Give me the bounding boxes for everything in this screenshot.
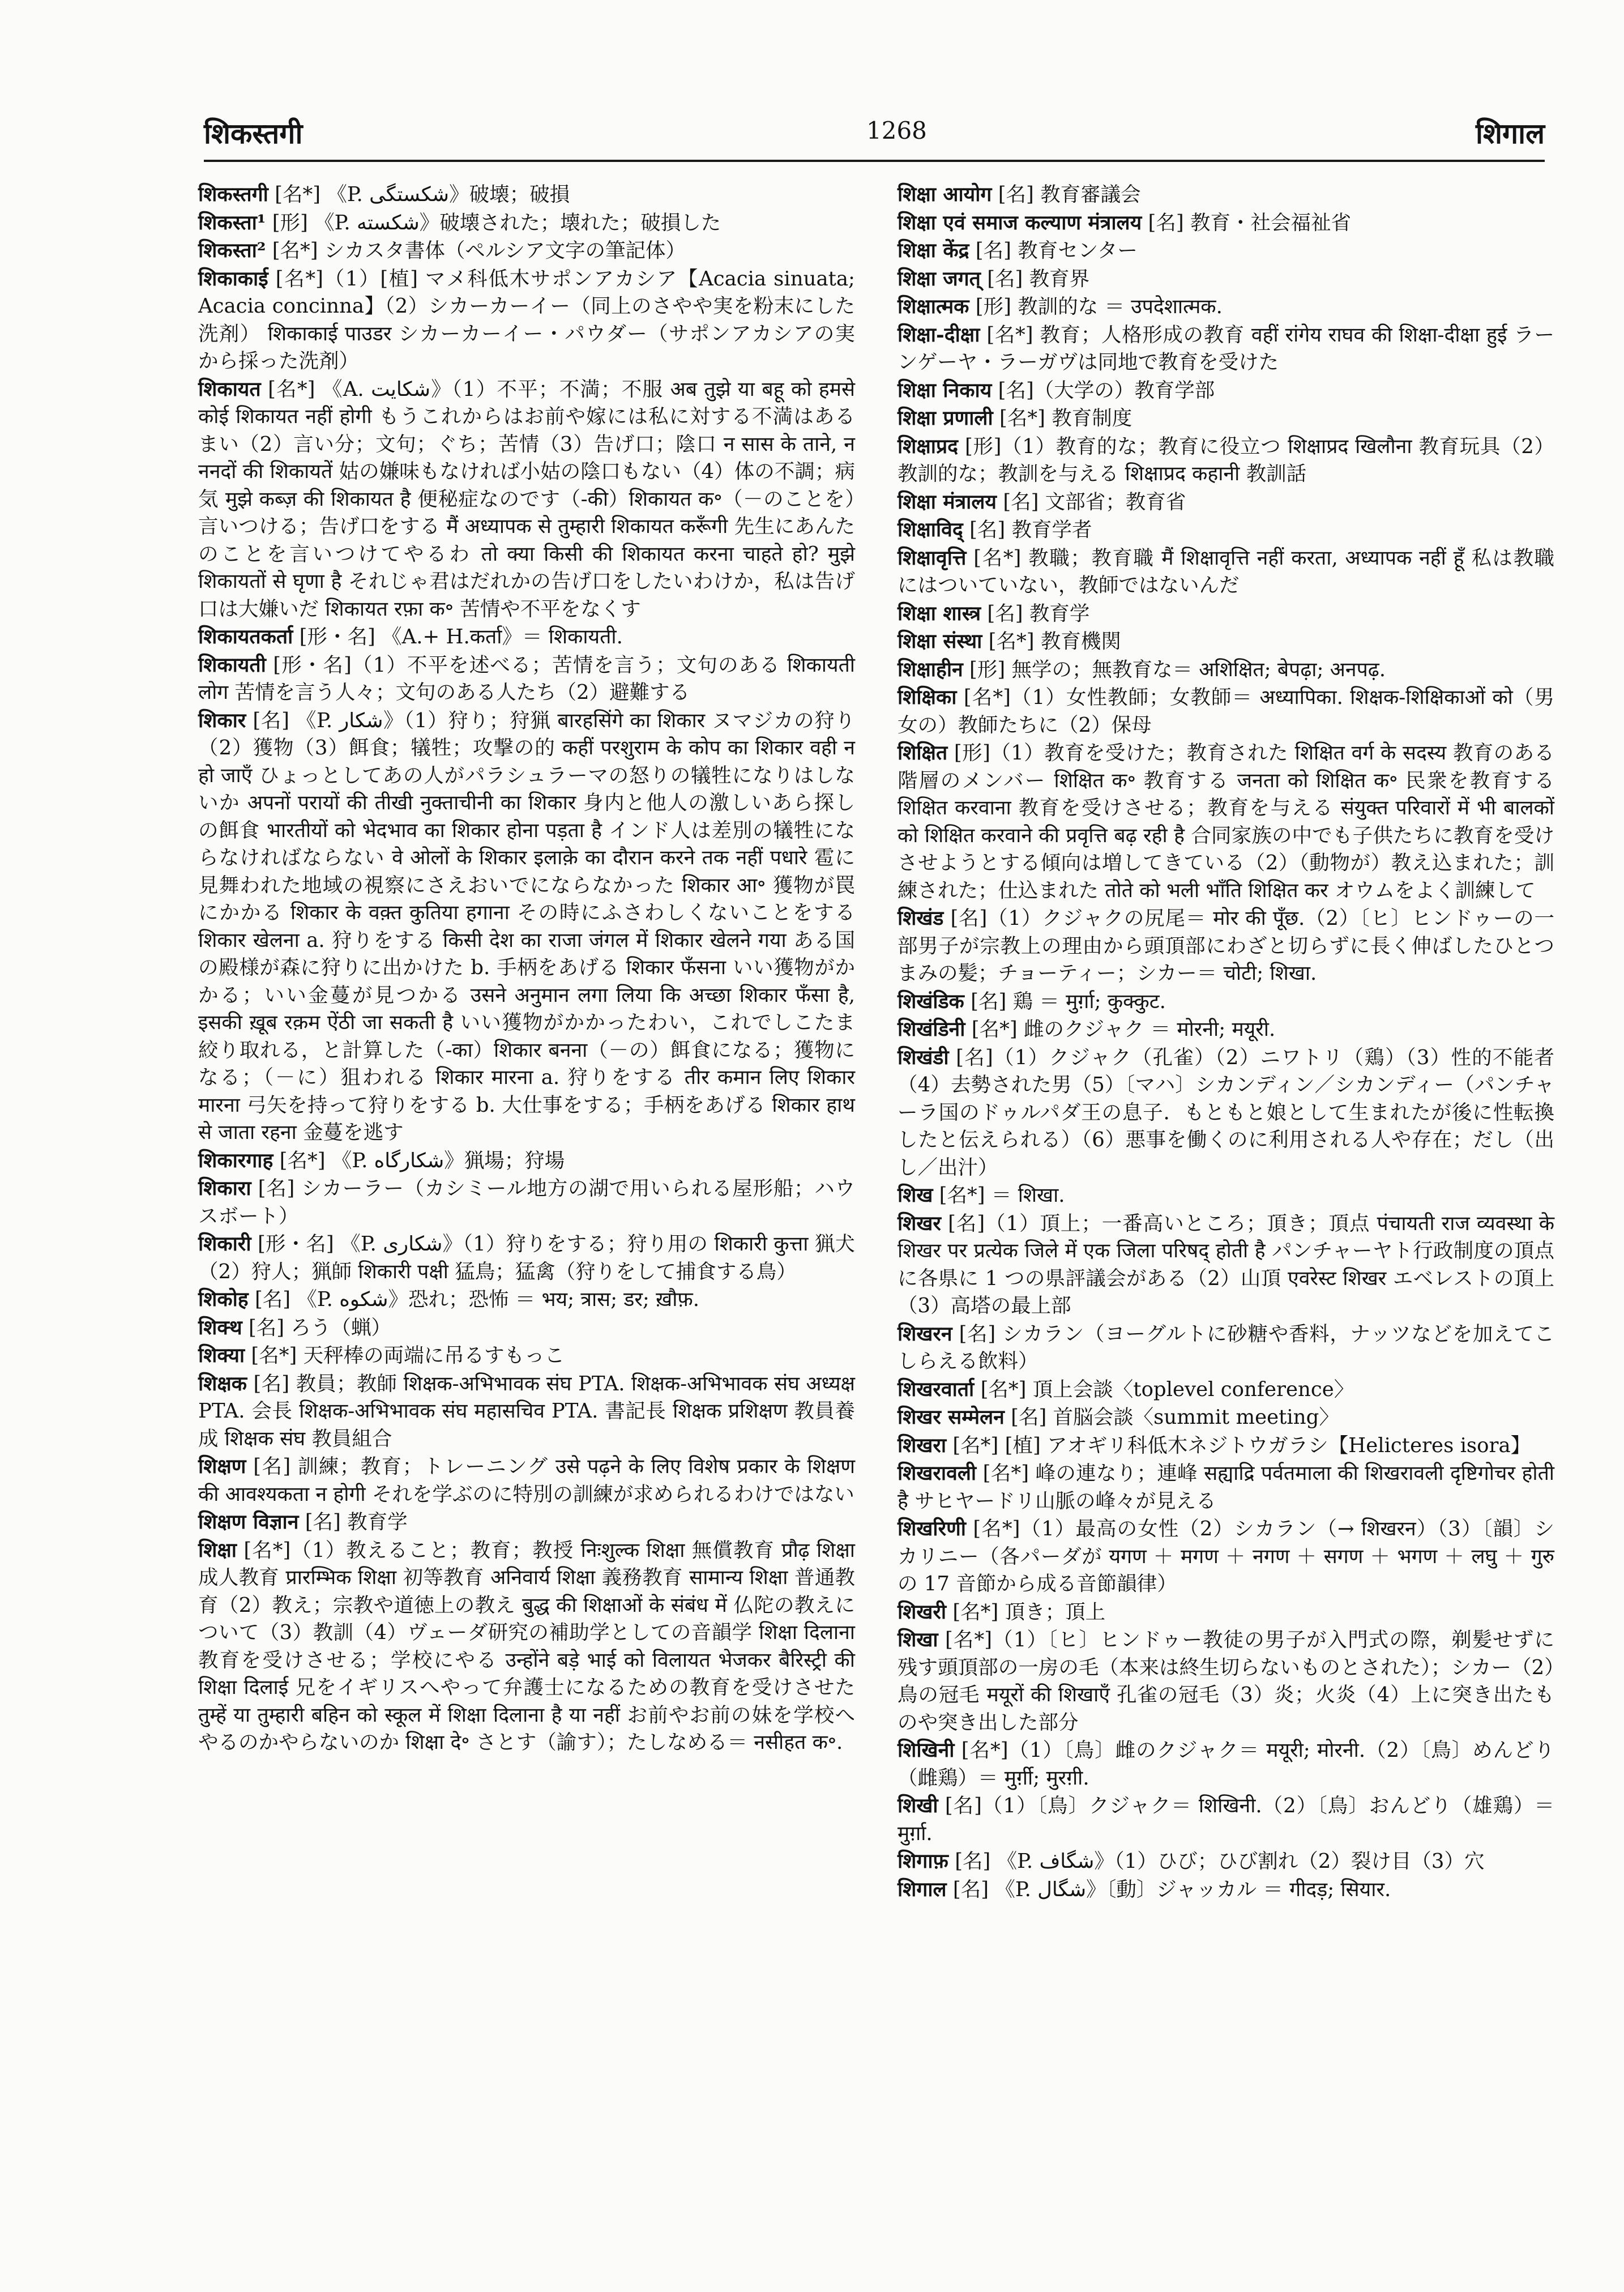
entry-headword: शिक्षण <box>198 1455 246 1478</box>
header-first-word: शिकस्तगी <box>204 117 303 150</box>
entry-definition: [名] 鶏 ＝ मुर्ग़ा; कुक्कुट. <box>971 989 1166 1013</box>
entry-headword: शिखंडिक <box>898 989 964 1013</box>
dictionary-entry <box>198 624 855 651</box>
entry-definition: [名*] 《P. شکستگی》破壊；破損 <box>275 183 570 206</box>
dictionary-entry <box>198 237 855 265</box>
entry-definition: [名*] 教育制度 <box>999 407 1132 430</box>
dictionary-entry <box>198 652 855 707</box>
entry-headword: शिक्षण विज्ञान <box>198 1510 299 1534</box>
entry-headword: शिकस्ता² <box>198 239 266 262</box>
dictionary-entry <box>898 1376 1554 1404</box>
dictionary-entry <box>198 1509 855 1536</box>
dictionary-entry <box>898 1737 1554 1792</box>
entry-definition: [名] 教員；教師 शिक्षक-अभिभावक संघ PTA. शिक्षक-अभिभावक संघ अध्यक्ष PTA. 会長 शिक्षक-अभिभावक संघ महासचिव PTA. 書記長 शिक्षक प्रशिक्षण 教員養成 शिक्षक संघ 教員組合 <box>198 1372 855 1450</box>
entry-headword: शिकायतकर्ता <box>198 625 293 648</box>
dictionary-entry <box>898 1848 1554 1876</box>
dictionary-entry <box>198 1231 855 1286</box>
entry-definition: [名] シカーラー（カシミール地方の湖で用いられる屋形船；ハウスボート） <box>198 1177 855 1228</box>
entry-definition: [名*] 頂上会談〈toplevel conference〉 <box>980 1377 1354 1401</box>
entry-definition: [形] 《P. شکسته》破壊された；壊れた；破損した <box>272 211 721 234</box>
dictionary-entry <box>898 600 1554 628</box>
dictionary-entry <box>898 293 1554 321</box>
entry-definition: [名*] 教育；人格形成の教育 वहीं रांगेय राघव की शिक्षा-दीक्षा हुई ラーンゲーヤ・ラーガヴは同地で教育を受けた <box>898 323 1554 374</box>
dictionary-entry <box>898 1321 1554 1376</box>
entry-headword: शिखरी <box>898 1600 947 1624</box>
dictionary-entry <box>898 1876 1554 1904</box>
entry-headword: शिक्थ <box>198 1316 242 1339</box>
dictionary-entry <box>198 707 855 1147</box>
right-column <box>898 181 1554 1904</box>
dictionary-entry <box>898 684 1554 739</box>
entry-headword: शिखरिणी <box>898 1517 966 1540</box>
entry-headword: शिक्षा शास्त्र <box>898 601 981 625</box>
dictionary-entry <box>898 405 1554 433</box>
dictionary-entry <box>198 181 855 209</box>
dictionary-entry <box>898 1044 1554 1182</box>
entry-headword: शिकारा <box>198 1177 251 1200</box>
dictionary-entry <box>198 1175 855 1230</box>
entry-definition: [名] 教育学 <box>987 601 1090 625</box>
entry-headword: शिक्या <box>198 1344 245 1367</box>
dictionary-entry <box>898 517 1554 544</box>
entry-headword: शिक्षा आयोग <box>898 183 992 206</box>
entry-definition: [形・名] 《A.+ H.कर्ता》＝ शिकायती. <box>299 625 623 648</box>
entry-definition: [名] 教育審議会 <box>998 183 1141 206</box>
entry-headword: शिक्षित <box>898 741 948 765</box>
entry-headword: शिक्षा जगत् <box>898 267 981 291</box>
entry-headword: शिकस्ता¹ <box>198 211 266 234</box>
entry-definition: [名] シカラン（ヨーグルトに砂糖や香料，ナッツなどを加えてこしらえる飲料） <box>898 1322 1554 1373</box>
entry-definition: [名*]（1）〔ヒ〕ヒンドゥー教徒の男子が入門式の際，剃髪せずに残す頭頂部の一房の毛（本来は終生切らないものとされた）；シカー（2）鳥の冠毛 मयूरों की शिखाएँ 孔雀の冠毛（3）炎；火炎（4）上に突き出たものや突き出した部分 <box>898 1628 1554 1734</box>
entry-headword: शिक्षात्मक <box>898 295 969 318</box>
dictionary-entry <box>198 1147 855 1175</box>
entry-definition: [名]（大学の）教育学部 <box>998 378 1215 402</box>
dictionary-entry <box>898 1599 1554 1627</box>
dictionary-entry <box>198 376 855 624</box>
entry-definition: [名*] シカスタ書体（ペルシア文字の筆記体） <box>272 239 686 262</box>
page-number: 1268 <box>866 117 927 144</box>
dictionary-entry <box>898 322 1554 377</box>
entry-headword: शिकार <box>198 708 246 732</box>
dictionary-entry <box>898 433 1554 488</box>
entry-headword: शिक्षा प्रणाली <box>898 407 993 430</box>
entry-headword: शिकस्तगी <box>198 183 268 206</box>
entry-definition: [名*] 天秤棒の両端に吊るすもっこ <box>251 1344 565 1367</box>
entry-definition: [名]（1）頂上；一番高いところ；頂き；頂点 पंचायती राज व्यवस्था के शिखर पर प्रत्येक जिले में एक जिला परिषद् होती है パンチャーヤト行政制度の頂点に各県に 1 つの県評議会がある（2）山頂 एवरेस्ट शिखर エベレストの頂上（3）高塔の最上部 <box>898 1211 1554 1317</box>
entry-headword: शिक्षाप्रद <box>898 434 959 458</box>
dictionary-entry <box>898 1210 1554 1320</box>
entry-headword: शिखरा <box>898 1433 947 1457</box>
dictionary-entry <box>898 1627 1554 1736</box>
entry-headword: शिक्षावृत्ति <box>898 546 967 570</box>
dictionary-entry <box>898 905 1554 988</box>
entry-headword: शिक्षा निकाय <box>898 378 992 402</box>
entry-headword: शिक्षक <box>198 1372 247 1395</box>
entry-definition: [名*]（1）教えること；教育；教授 निःशुल्क शिक्षा 無償教育 प्रौढ़ शिक्षा 成人教育 प्रारम्भिक शिक्षा 初等教育 अनिवार्य शिक्षा 義務教育 सामान्य शिक्षा 普通教育（2）教え；宗教や道徳上の教え बुद्ध की शिक्षाओं के संबंध में 仏陀の教えについて（3）教訓（4）ヴェーダ研究の補助学としての音韻学 शिक्षा दिलाना 教育を受けさせる；学校にやる उन्होंने बड़े भाई को विलायत भेजकर बैरिस्ट्री की शिक्षा दिलाई 兄をイギリスへやって弁護士になるための教育を受けさせた तुम्हें या तुम्हारी बहिन को स्कूल में शिक्षा दिलाना है या नहीं お前やお前の妹を学校へやるのかやらないのか शिक्षा दे॰ さとす（諭す）；たしなめる＝ नसीहत क॰. <box>198 1538 855 1754</box>
entry-headword: शिख <box>898 1184 933 1207</box>
dictionary-entry <box>898 489 1554 517</box>
entry-definition: [名] 教育・社会福祉省 <box>1148 211 1351 234</box>
entry-headword: शिक्षा केंद्र <box>898 239 969 262</box>
dictionary-entry <box>198 1453 855 1508</box>
entry-headword: शिकारी <box>198 1232 251 1256</box>
dictionary-entry <box>198 1371 855 1453</box>
dictionary-entry <box>898 1432 1554 1460</box>
entry-headword: शिक्षाहीन <box>898 658 963 681</box>
entry-definition: [名] 教育界 <box>987 267 1090 291</box>
dictionary-entry <box>898 628 1554 656</box>
entry-headword: शिक्षा मंत्रालय <box>898 490 997 514</box>
dictionary-entry <box>198 1342 855 1370</box>
entry-headword: शिखिनी <box>898 1739 955 1762</box>
entry-definition: [名] 教育学者 <box>969 518 1092 541</box>
dictionary-entry <box>898 1182 1554 1210</box>
entry-headword: शिखंडिनी <box>898 1018 965 1041</box>
entry-definition: [名*]（1）女性教師；女教師＝ अध्यापिका. शिक्षक-शिक्षिकाओं को（男女の）教師たちに（2）保母 <box>898 686 1554 737</box>
entry-definition: [名] ろう（蝋） <box>248 1316 391 1339</box>
dictionary-entry <box>198 1286 855 1314</box>
entry-definition: [名]（1）〔鳥〕クジャク＝ शिखिनी.（2）〔鳥〕おんどり（雄鶏）＝ मुर्ग़ा. <box>898 1794 1554 1845</box>
entry-headword: शिक्षा <box>198 1538 237 1562</box>
entry-definition: [名] 教育学 <box>305 1510 408 1534</box>
entry-definition: [名*]（1）〔鳥〕雌のクジャク＝ मयूरी; मोरनी.（2）〔鳥〕めんどり（雌鶏）＝ मुर्ग़ी; मुरग़ी. <box>898 1739 1554 1790</box>
entry-headword: शिकायती <box>198 653 266 677</box>
entry-definition: [名*] [植] アオギリ科低木ネジトウガラシ【Helicteres isora】 <box>952 1433 1531 1457</box>
entry-headword: शिखर <box>898 1211 941 1235</box>
dictionary-entry <box>898 377 1554 405</box>
entry-definition: [名*] 教育機関 <box>988 630 1121 653</box>
entry-definition: [名*] 峰の連なり；連峰 सह्याद्रि पर्वतमाला की शिखरावली दृष्टिगोचर होती है サヒヤードリ山脈の峰々が見える <box>898 1462 1554 1513</box>
dictionary-entry <box>898 1460 1554 1515</box>
entry-headword: शिगाफ़ <box>898 1850 948 1873</box>
entry-definition: [名*]（1）最高の女性（2）シカラン（→ शिखरन）（3）〔韻〕シカリニー（各パーダが यगण ＋ मगण ＋ नगण ＋ सगण ＋ भगण ＋ लघु ＋ गुरु の 17 音節から成る音節韻律） <box>898 1517 1554 1595</box>
running-header <box>204 113 1545 159</box>
entry-headword: शिखरावली <box>898 1462 977 1485</box>
entry-headword: शिखर सम्मेलन <box>898 1406 1005 1429</box>
entry-definition: [形]（1）教育的な；教育に役立つ शिक्षाप्रद खिलौना 教育玩具（2）教訓的な；教訓を与える शिक्षाप्रद कहानी 教訓話 <box>898 434 1554 485</box>
entry-headword: शिक्षा-दीक्षा <box>898 323 980 347</box>
entry-definition: [形・名] 《P. شکاری》（1）狩りをする；狩り用の शिकारी कुत्ता 猟犬（2）狩人；猟師 शिकारी पक्षी 猛鳥；猛禽（狩りをして捕食する鳥） <box>198 1232 855 1283</box>
entry-definition: [名] 《P. شکوه》恐れ；恐怖 ＝ भय; त्रास; डर; ख़ौफ़. <box>254 1288 700 1311</box>
header-rule <box>204 160 1545 162</box>
entry-definition: [名*] 《P. شکارگاه》猟場；狩場 <box>279 1149 565 1172</box>
entry-headword: शिखरन <box>898 1322 952 1346</box>
dictionary-entry <box>198 210 855 237</box>
dictionary-entry <box>898 1792 1554 1847</box>
entry-definition: [名*] 頂き；頂上 <box>952 1600 1106 1624</box>
entry-definition: [名] 《P. شکار》（1）狩り；狩猟 बारहसिंगे का शिकार ヌマジカの狩り（2）獲物（3）餌食；犠牲；攻撃の的 कहीं परशुराम के कोप का शिकार वही न हो जाएँ ひょっとしてあの人がパラシュラーマの怒りの犠牲になりはしないか अपनों परायों की तीखी नुक्ताचीनी का शिकार 身内と他人の激しいあら探しの餌食 भारतीयों को भेदभाव का शिकार होना पड़ता है インド人は差別の犠牲にならなければならない वे ओलों के शिकार इलाक़े का दौरान करने तक नहीं पधारे 雹に見舞われた地域の視察にさえおいでにならなかった शिकार आ॰ 獲物が罠にかかる शिकार के वक़्त कुतिया हगाना その時にふさわしくないことをする शिकार खेलना a. 狩りをする किसी देश का राजा जंगल में शिकार खेलने गया ある国の殿様が森に狩りに出かけた b. 手柄をあげる शिकार फँसना いい獲物がかかる；いい金蔓が見つかる उसने अनुमान लगा लिया कि अच्छा शिकार फँसा है, इसकी ख़ूब रक़म ऐंठी जा सकती है いい獲物がかかったわい，これでしこたま絞り取れる，と計算した（-का）शिकार बनना（－の）餌食になる；獲物になる；（－に）狙われる शिकार मारना a. 狩りをする तीर कमान लिए शिकार मारना 弓矢を持って狩りをする b. 大仕事をする；手柄をあげる शिकार हाथ से जाता रहना 金蔓を逃す <box>198 708 855 1144</box>
entry-headword: शिकायत <box>198 377 261 401</box>
dictionary-entry <box>898 1016 1554 1044</box>
dictionary-entry <box>198 1314 855 1342</box>
entry-definition: [名]（1）クジャクの尻尾＝ मोर की पूँछ.（2）〔ヒ〕ヒンドゥーの一部男子が宗教上の理由から頭頂部にわざと切らずに長く伸ばしたひとつまみの髪；チョーティー；シカー＝ चोटी; शिखा. <box>898 907 1554 985</box>
entry-definition: [名*]（1）[植] マメ科低木サポンアカシア【Acacia sinuata; Acacia concinna】（2）シカーカーイー（同上のさやや実を粉末にした洗剤） शिकाकाई पाउडर シカーカーイー・パウダー（サポンアカシアの実から採った洗剤） <box>198 267 855 373</box>
entry-definition: [名*] 《A. شکایت》（1）不平；不満；不服 अब तुझे या बहू को हमसे कोई शिकायत नहीं होगी もうこれからはお前や嫁には私に対する不満はあるまい（2）言い分；文句；ぐち；苦情（3）告げ口；陰口 न सास के ताने, न ननदों की शिकायतें 姑の嫌味もなければ小姑の陰口もない（4）体の不調；病気 मुझे कब्ज़ की शिकायत है 便秘症なのです（-की）शिकायत क॰（－のことを）言いつける；告げ口をする मैं अध्यापक से तुम्हारी शिकायत करूँगी 先生にあんたのことを言いつけてやるわ तो क्या किसी की शिकायत करना चाहते हो? मुझे शिकायतों से घृणा है それじゃ君はだれかの告げ口をしたいわけか，私は告げ口は大嫌いだ शिकायत रफ़ा क॰ 苦情や不平をなくす <box>198 377 855 621</box>
dictionary-entry <box>898 181 1554 209</box>
entry-headword: शिखा <box>898 1628 938 1651</box>
dictionary-entry <box>198 1537 855 1757</box>
left-column <box>198 181 855 1757</box>
entry-headword: शिकारगाह <box>198 1149 273 1172</box>
entry-headword: शिक्षाविद् <box>898 518 963 541</box>
dictionary-entry <box>898 237 1554 265</box>
entry-headword: शिकाकाई <box>198 267 268 291</box>
entry-definition: [名] 《P. شگال》〔動〕ジャッカル ＝ गीदड़; सियार. <box>952 1877 1391 1901</box>
header-last-word: शिगाल <box>1476 117 1545 150</box>
entry-definition: [名] 文部省；教育省 <box>1003 490 1186 514</box>
entry-headword: शिखंडी <box>898 1045 949 1069</box>
dictionary-entry <box>898 545 1554 600</box>
dictionary-entry <box>198 266 855 375</box>
dictionary-entry <box>898 1404 1554 1432</box>
entry-headword: शिखंड <box>898 907 944 930</box>
entry-headword: शिक्षिका <box>898 686 957 709</box>
entry-definition: [名*] ＝ शिखा. <box>939 1184 1065 1207</box>
entry-headword: शिक्षा एवं समाज कल्याण मंत्रालय <box>898 211 1142 234</box>
entry-definition: [形] 教訓的な ＝ उपदेशात्मक. <box>975 295 1223 318</box>
entry-definition: [形・名]（1）不平を述べる；苦情を言う；文句のある शिकायती लोग 苦情を言う人々；文句のある人たち（2）避難する <box>198 653 855 704</box>
entry-definition: [形]（1）教育を受けた；教育された शिक्षित वर्ग के सदस्य 教育のある階層のメンバー शिक्षित क॰ 教育する जनता को शिक्षित क॰ 民衆を教育する शिक्षित करवाना 教育を受けさせる；教育を与える संयुक्त परिवारों में भी बालकों को शिक्षित करवाने की प्रवृत्ति बढ़ रही है 合同家族の中でも子供たちに教育を受けさせようとする傾向は増してきている（2）（動物が）教え込まれた；訓練された；仕込まれた तोते को भली भाँति शिक्षित कर オウムをよく訓練して <box>898 741 1554 902</box>
dictionary-entry <box>898 266 1554 293</box>
entry-headword: शिगाल <box>898 1877 947 1901</box>
entry-definition: [形] 無学の；無教育な＝ अशिक्षित; बेपढ़ा; अनपढ़. <box>969 658 1386 681</box>
entry-definition: [名] 《P. شگاف》（1）ひび；ひび割れ（2）裂け目（3）穴 <box>955 1850 1485 1873</box>
entry-definition: [名*] 教職；教育職 मैं शिक्षावृत्ति नहीं करता, अध्यापक नहीं हूँ 私は教職にはついていない，教師ではないんだ <box>898 546 1554 597</box>
entry-headword: शिखरवार्ता <box>898 1377 975 1401</box>
entry-headword: शिकोह <box>198 1288 249 1311</box>
entry-definition: [名]（1）クジャク（孔雀）（2）ニワトリ（鶏）（3）性的不能者（4）去勢された男（5）〔マハ〕シカンディン／シカンディー（パンチャーラ国のドゥルパダ王の息子．もともと娘として生まれたが後に性転換したと伝えられる）（6）悪事を働くのに利用される人や存在；だし（出し／出汁） <box>898 1045 1554 1179</box>
dictionary-entry <box>898 988 1554 1016</box>
entry-headword: शिक्षा संस्था <box>898 630 982 653</box>
entry-definition: [名] 教育センター <box>975 239 1138 262</box>
dictionary-entry <box>898 656 1554 684</box>
entry-definition: [名] 首脳会談〈summit meeting〉 <box>1011 1406 1339 1429</box>
entry-headword: शिखी <box>898 1794 938 1817</box>
entry-definition: [名*] 雌のクジャク ＝ मोरनी; मयूरी. <box>971 1018 1276 1041</box>
entry-definition: [名] 訓練；教育；トレーニング उसे पढ़ने के लिए विशेष प्रकार के शिक्षण की आवश्यकता न होगी それを学ぶのに特別の訓練が求められるわけではない <box>198 1455 855 1506</box>
dictionary-entry <box>898 210 1554 237</box>
dictionary-entry <box>898 740 1554 904</box>
dictionary-entry <box>898 1516 1554 1598</box>
